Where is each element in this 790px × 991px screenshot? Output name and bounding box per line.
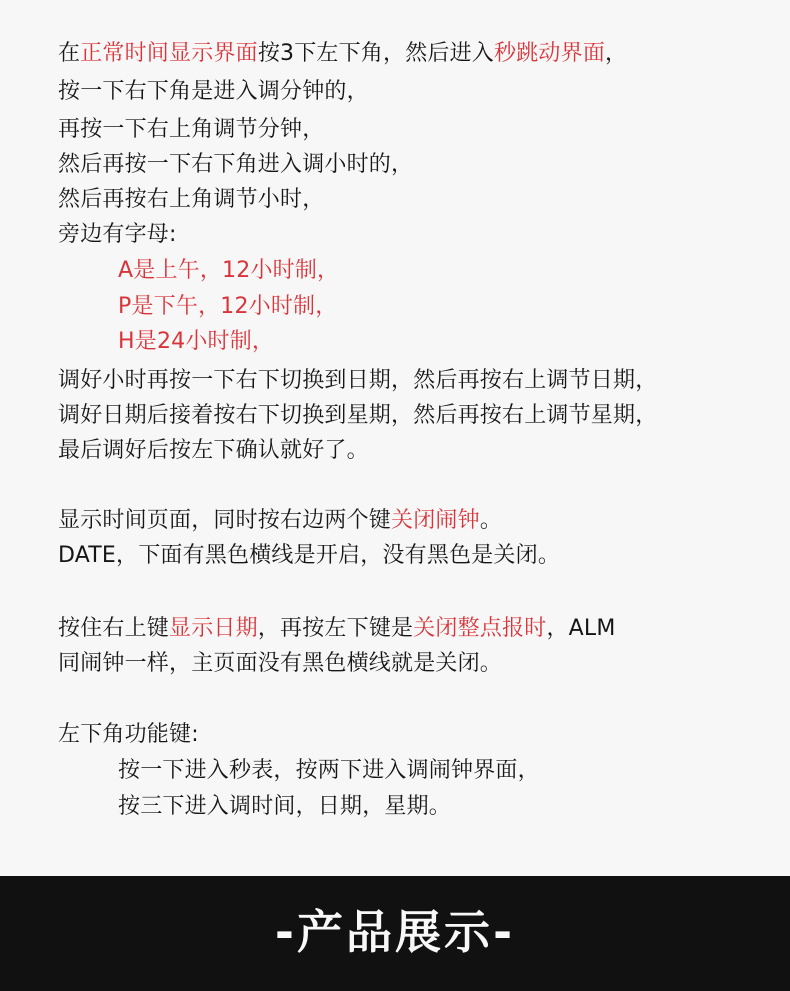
instruction-text: DATE，下面有黑色横线是开启，没有黑色是关闭。 xyxy=(58,543,561,568)
instruction-text: ，ALM xyxy=(546,616,616,641)
instruction-text: 左下角功能键: xyxy=(58,722,199,747)
instruction-line-10 xyxy=(58,366,657,396)
lower-left-key-heading xyxy=(58,720,199,750)
instruction-text: 按3下左下角，然后进入 xyxy=(257,41,495,66)
highlighted-text: 显示日期 xyxy=(169,616,258,641)
hourly-chime-instruction-line xyxy=(58,614,616,644)
instruction-text: 然后再按右上角调节小时， xyxy=(58,187,325,212)
instruction-line-6 xyxy=(58,220,177,250)
instruction-text: 。 xyxy=(479,508,503,533)
date-instruction-line xyxy=(58,541,560,571)
instruction-line-3 xyxy=(58,115,324,145)
instruction-text: 然后再按一下右下角进入调小时的， xyxy=(58,152,414,177)
instruction-text: 同闹钟一样，主页面没有黑色横线就是关闭。 xyxy=(58,651,503,676)
highlighted-text: 秒跳动界面 xyxy=(494,41,606,66)
pm-mode-line xyxy=(118,292,337,322)
instruction-text: 显示时间页面，同时按右边两个键 xyxy=(58,508,392,533)
instruction-line-4 xyxy=(58,150,413,180)
product-display-title: -产品展示- xyxy=(274,905,516,959)
lower-left-key-line-1 xyxy=(118,756,540,786)
instruction-line-2 xyxy=(58,77,369,107)
alm-instruction-line xyxy=(58,649,502,679)
highlighted-text: P是下午，12小时制， xyxy=(118,294,338,319)
instruction-line-1 xyxy=(58,39,627,69)
highlighted-text: H是24小时制， xyxy=(118,329,275,354)
highlighted-text: 正常时间显示界面 xyxy=(80,41,258,66)
instruction-text: 再按一下右上角调节分钟， xyxy=(58,117,325,142)
alarm-instruction-line xyxy=(58,506,502,536)
instruction-text: ， xyxy=(605,41,628,66)
instruction-line-12 xyxy=(58,436,369,466)
highlighted-text: A是上午，12小时制， xyxy=(118,258,340,283)
instruction-text: 调好日期后接着按右下切换到星期，然后再按右上调节星期， xyxy=(58,403,658,428)
instruction-text: 按一下进入秒表，按两下进入调闹钟界面， xyxy=(118,758,540,783)
24h-mode-line xyxy=(118,327,274,357)
highlighted-text: 关闭整点报时 xyxy=(413,616,547,641)
instruction-text: 按一下右下角是进入调分钟的， xyxy=(58,79,369,104)
am-mode-line xyxy=(118,256,339,286)
instruction-text: 按住右上键 xyxy=(58,616,170,641)
lower-left-key-line-2 xyxy=(118,792,451,822)
instruction-line-11 xyxy=(58,401,657,431)
instruction-text: ，再按左下键是 xyxy=(257,616,414,641)
instruction-text: 最后调好后按左下确认就好了。 xyxy=(58,438,369,463)
product-display-banner xyxy=(0,876,790,991)
instruction-line-5 xyxy=(58,185,324,215)
instruction-text: 旁边有字母: xyxy=(58,222,177,247)
instruction-text: 在 xyxy=(58,41,81,66)
instruction-text: 按三下进入调时间，日期，星期。 xyxy=(118,794,452,819)
highlighted-text: 关闭闹钟 xyxy=(391,508,480,533)
instruction-text: 调好小时再按一下右下切换到日期，然后再按右上调节日期， xyxy=(58,368,658,393)
